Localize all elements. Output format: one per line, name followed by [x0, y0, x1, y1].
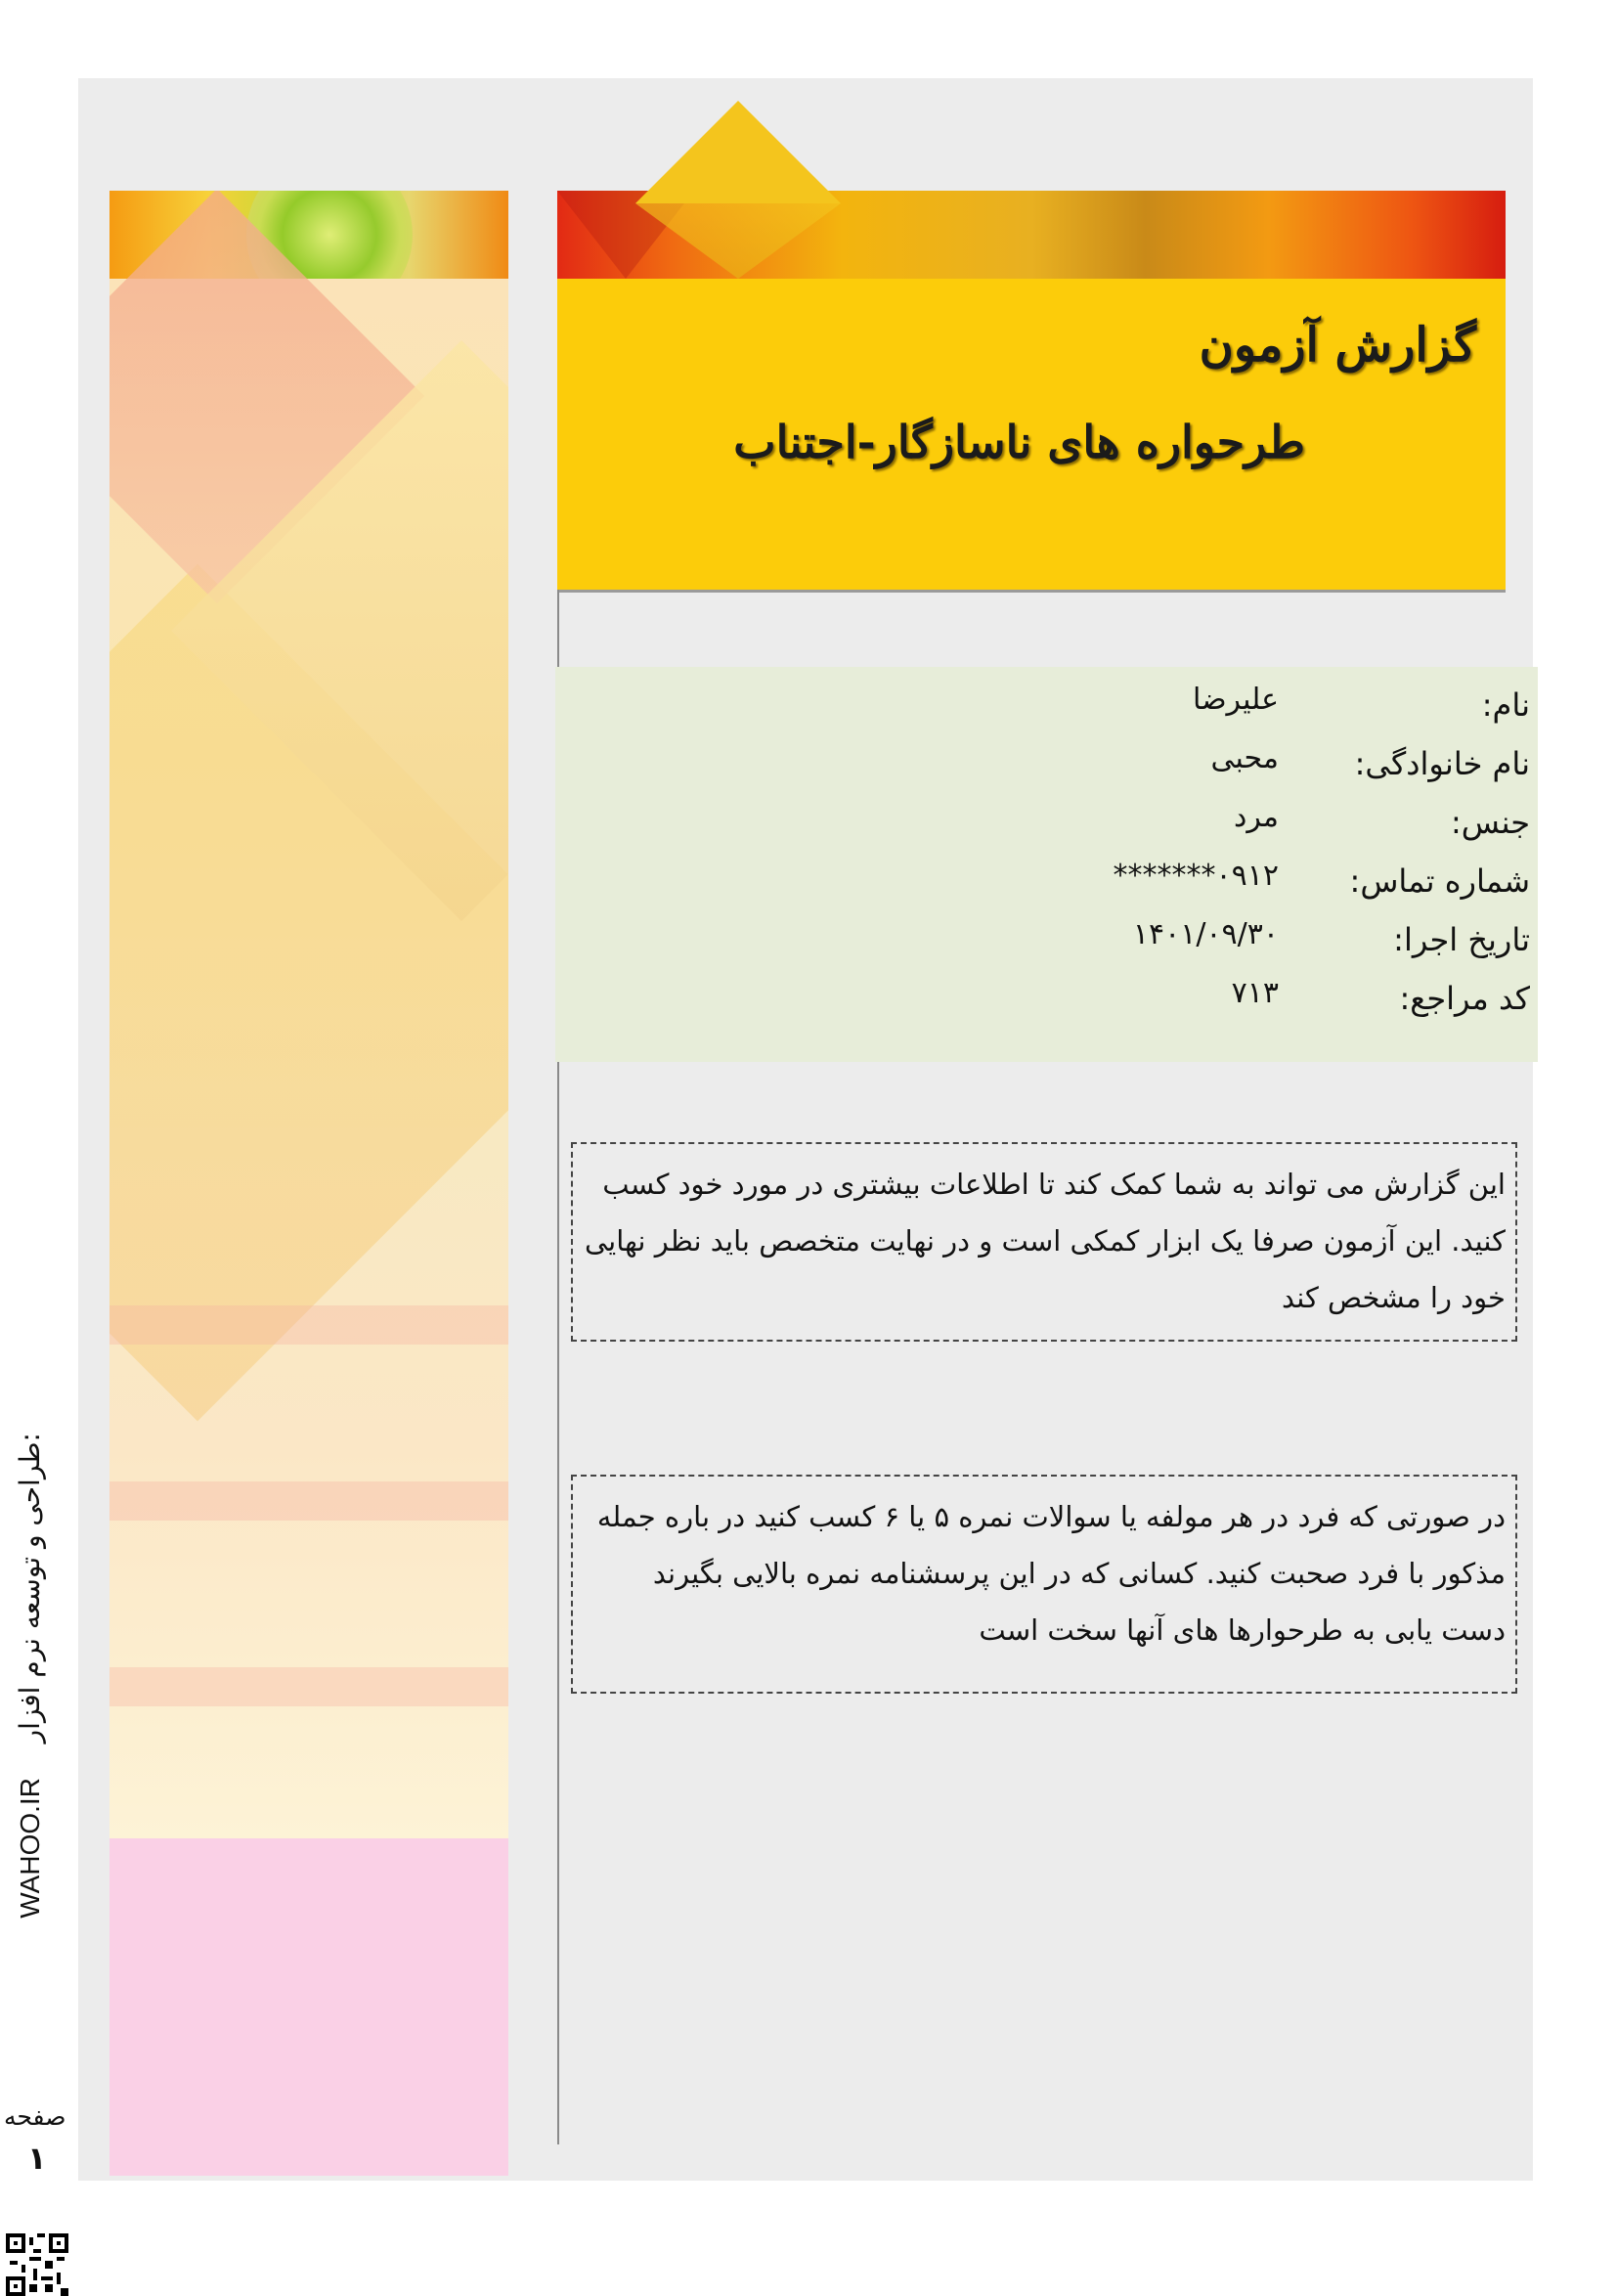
- report-subtitle: طرحواره های ناسازگار-اجتناب: [733, 416, 1305, 468]
- header-peak-decoration: [635, 101, 841, 203]
- client-info-panel: [555, 667, 1538, 1062]
- info-row-phone: [555, 853, 1538, 911]
- info-label: جنس:: [1450, 804, 1530, 841]
- side-decoration: [109, 279, 508, 1838]
- info-value: محبی: [1210, 741, 1279, 775]
- page-number: ۱: [27, 2140, 47, 2177]
- credit-website: WAHOO.IR: [15, 1778, 45, 1919]
- info-row-client-code: [555, 970, 1538, 1029]
- info-label: شماره تماس:: [1349, 862, 1530, 900]
- info-label: تاریخ اجرا:: [1393, 921, 1530, 958]
- side-pink-block: [109, 1838, 508, 2176]
- title-panel: [557, 279, 1506, 593]
- info-label: کد مراجع:: [1399, 980, 1530, 1017]
- info-value: مرد: [1234, 800, 1279, 834]
- report-title: گزارش آزمون: [1199, 318, 1476, 373]
- info-value: ۷۱۳: [1231, 976, 1279, 1010]
- info-label: نام خانوادگی:: [1354, 745, 1530, 782]
- info-row-gender: [555, 794, 1538, 853]
- info-row-family: [555, 735, 1538, 794]
- info-row-name: [555, 677, 1538, 735]
- info-value: ۱۴۰۱/۰۹/۳۰: [1132, 917, 1279, 951]
- info-label: نام:: [1481, 686, 1530, 724]
- info-value: علیرضا: [1192, 683, 1279, 717]
- page-label: صفحه: [4, 2102, 66, 2131]
- qr-code-icon: [6, 2233, 68, 2296]
- credit-label: طراحی و توسعه نرم افزار:: [14, 1433, 46, 1744]
- note-scoring-guidance: در صورتی که فرد در هر مولفه یا سوالات نمره ۵ یا ۶ کسب کنید در باره جمله مذکور با فرد صحبت کنید. کسانی که در این پرسشنامه نمره بالایی بگیرند دست یابی به طرحوارها های آنها سخت است: [571, 1475, 1517, 1694]
- note-disclaimer: این گزارش می تواند به شما کمک کند تا اطلاعات بیشتری در مورد خود کسب کنید. این آزمون صرفا یک ابزار کمکی است و در نهایت متخصص باید نظر نهایی خود را مشخص کند: [571, 1142, 1517, 1342]
- info-value: ۰۹۱۲*******: [1113, 859, 1279, 893]
- decorative-side-column: [109, 191, 508, 2176]
- developer-credit: [14, 1433, 46, 1919]
- info-row-date: [555, 911, 1538, 970]
